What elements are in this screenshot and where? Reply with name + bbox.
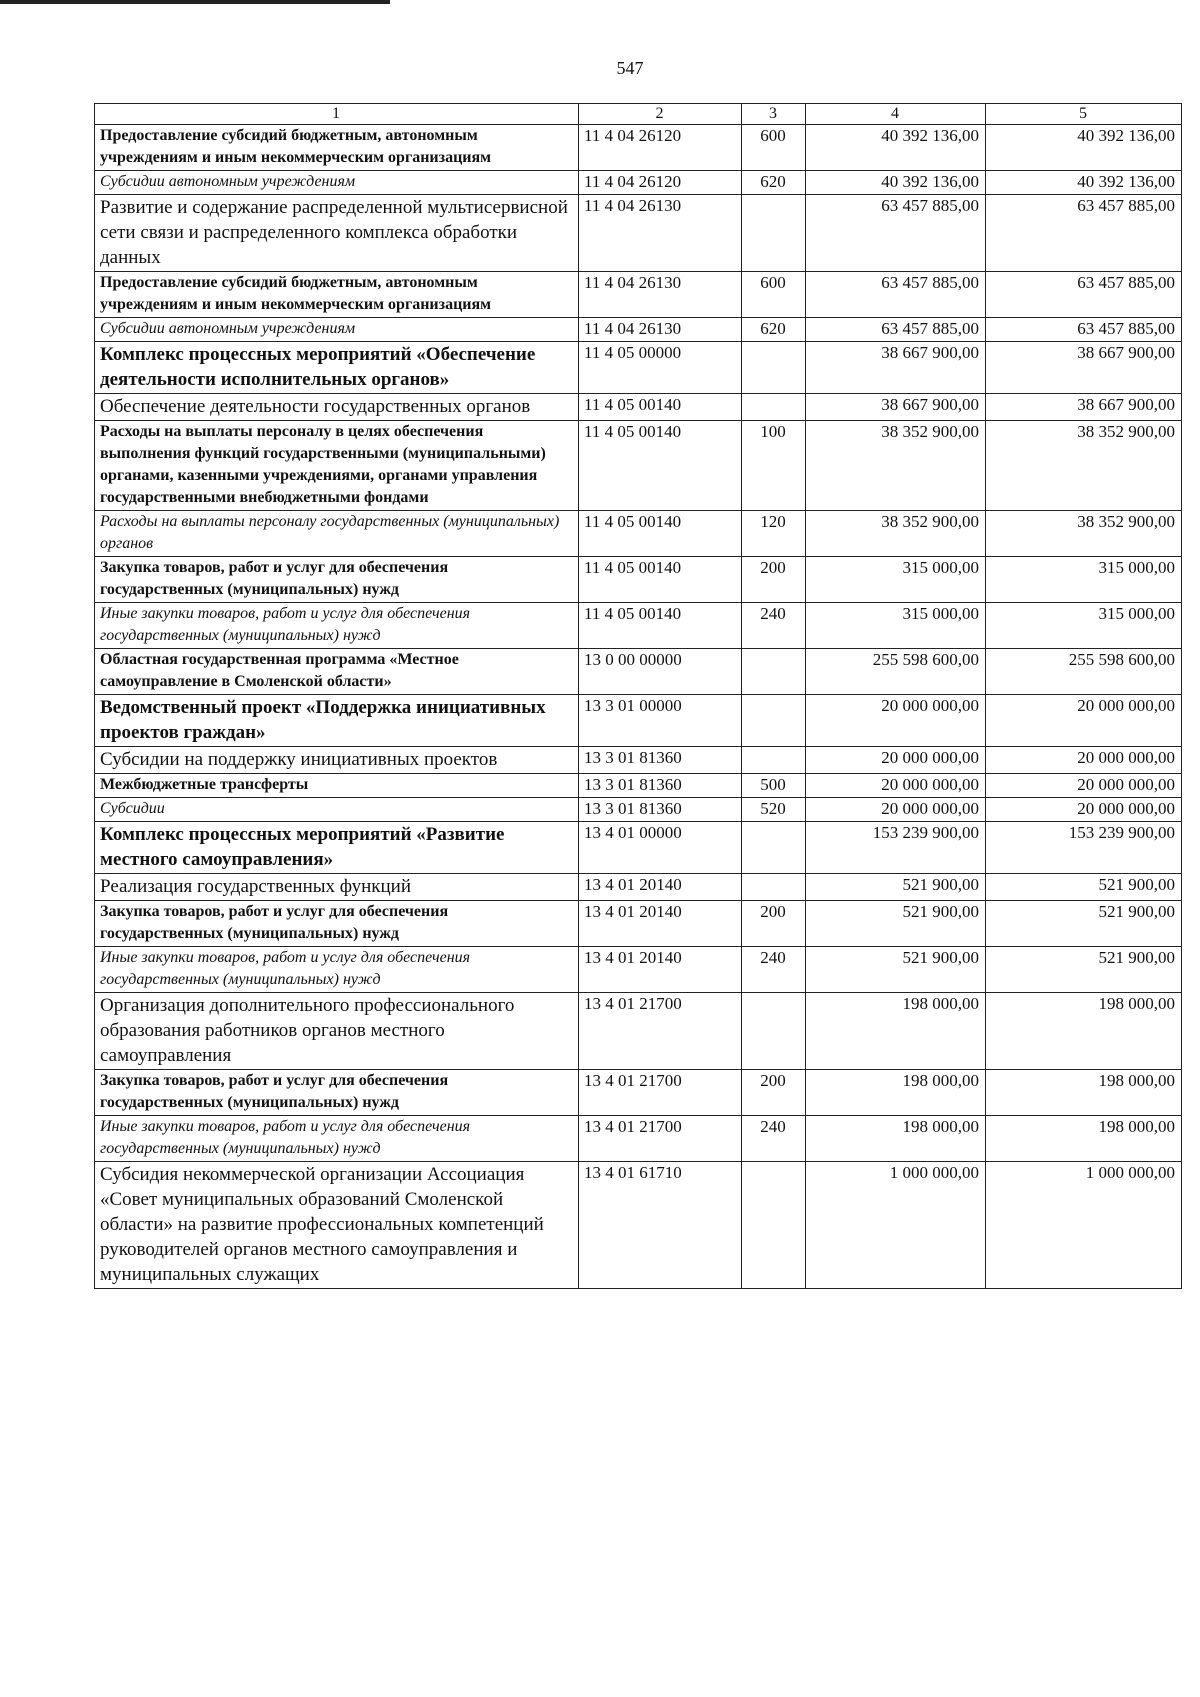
row-name-cell: Реализация государственных функций: [95, 874, 579, 901]
row-name-cell: Иные закупки товаров, работ и услуг для обеспечения государственных (муниципальных) нужд: [95, 603, 579, 649]
column-header-4: 4: [806, 104, 986, 125]
table-row: [95, 947, 1182, 993]
row-amount-2-cell: 198 000,00: [986, 1070, 1182, 1116]
row-code-cell: 13 4 01 21700: [579, 1070, 742, 1116]
row-amount-1-cell: 38 667 900,00: [806, 394, 986, 421]
scan-edge-mark: [0, 0, 390, 4]
row-amount-2-cell: 315 000,00: [986, 557, 1182, 603]
table-row: [95, 993, 1182, 1070]
row-amount-2-cell: 315 000,00: [986, 603, 1182, 649]
row-kind-cell: [742, 874, 806, 901]
table-row: [95, 272, 1182, 318]
row-amount-2-cell: 521 900,00: [986, 874, 1182, 901]
row-amount-1-cell: 521 900,00: [806, 874, 986, 901]
row-kind-cell: [742, 649, 806, 695]
row-amount-2-cell: 63 457 885,00: [986, 272, 1182, 318]
table-row: [95, 649, 1182, 695]
row-amount-2-cell: 38 667 900,00: [986, 394, 1182, 421]
row-amount-2-cell: 20 000 000,00: [986, 798, 1182, 822]
row-kind-cell: [742, 394, 806, 421]
row-amount-1-cell: 198 000,00: [806, 1070, 986, 1116]
row-name-cell: Расходы на выплаты персоналу государственных (муниципальных) органов: [95, 511, 579, 557]
row-amount-1-cell: 20 000 000,00: [806, 774, 986, 798]
row-amount-1-cell: 521 900,00: [806, 947, 986, 993]
row-amount-2-cell: 521 900,00: [986, 901, 1182, 947]
row-amount-2-cell: 521 900,00: [986, 947, 1182, 993]
row-code-cell: 11 4 05 00000: [579, 342, 742, 394]
row-amount-1-cell: 38 352 900,00: [806, 421, 986, 511]
row-kind-cell: 620: [742, 171, 806, 195]
row-name-cell: Комплекс процессных мероприятий «Обеспечение деятельности исполнительных органов»: [95, 342, 579, 394]
row-code-cell: 13 3 01 81360: [579, 798, 742, 822]
row-amount-2-cell: 198 000,00: [986, 1116, 1182, 1162]
row-kind-cell: 620: [742, 318, 806, 342]
row-kind-cell: 240: [742, 603, 806, 649]
table-row: [95, 1070, 1182, 1116]
table-row: [95, 1162, 1182, 1289]
row-amount-2-cell: 38 667 900,00: [986, 342, 1182, 394]
row-kind-cell: 240: [742, 947, 806, 993]
page-number: 547: [616, 58, 644, 78]
row-name-cell: Закупка товаров, работ и услуг для обеспечения государственных (муниципальных) нужд: [95, 901, 579, 947]
row-amount-1-cell: 40 392 136,00: [806, 171, 986, 195]
row-code-cell: 11 4 04 26130: [579, 195, 742, 272]
row-code-cell: 11 4 04 26130: [579, 272, 742, 318]
row-amount-2-cell: 20 000 000,00: [986, 747, 1182, 774]
row-amount-2-cell: 255 598 600,00: [986, 649, 1182, 695]
table-row: [95, 511, 1182, 557]
column-header-5: 5: [986, 104, 1182, 125]
row-kind-cell: 240: [742, 1116, 806, 1162]
budget-table: [94, 103, 1182, 1289]
row-code-cell: 13 4 01 00000: [579, 822, 742, 874]
row-amount-1-cell: 1 000 000,00: [806, 1162, 986, 1289]
row-kind-cell: [742, 993, 806, 1070]
row-name-cell: Закупка товаров, работ и услуг для обеспечения государственных (муниципальных) нужд: [95, 557, 579, 603]
row-code-cell: 13 4 01 20140: [579, 874, 742, 901]
row-code-cell: 13 4 01 21700: [579, 1116, 742, 1162]
row-name-cell: Субсидии автономным учреждениям: [95, 171, 579, 195]
row-amount-2-cell: 40 392 136,00: [986, 171, 1182, 195]
row-amount-2-cell: 63 457 885,00: [986, 195, 1182, 272]
row-amount-1-cell: 198 000,00: [806, 1116, 986, 1162]
table-row: [95, 822, 1182, 874]
row-code-cell: 13 3 01 00000: [579, 695, 742, 747]
row-name-cell: Организация дополнительного профессионального образования работников органов местного самоуправления: [95, 993, 579, 1070]
row-amount-1-cell: 198 000,00: [806, 993, 986, 1070]
row-code-cell: 11 4 04 26130: [579, 318, 742, 342]
table-row: [95, 747, 1182, 774]
row-name-cell: Субсидия некоммерческой организации Ассоциация «Совет муниципальных образований Смоленской области» на развитие профессиональных компетенций руководителей органов местного самоуправления и муниципальных служащих: [95, 1162, 579, 1289]
table-row: [95, 603, 1182, 649]
row-amount-2-cell: 198 000,00: [986, 993, 1182, 1070]
table-row: [95, 421, 1182, 511]
table-row: [95, 125, 1182, 171]
row-amount-1-cell: 38 667 900,00: [806, 342, 986, 394]
row-amount-2-cell: 153 239 900,00: [986, 822, 1182, 874]
row-amount-1-cell: 521 900,00: [806, 901, 986, 947]
table-row: [95, 342, 1182, 394]
row-amount-2-cell: 38 352 900,00: [986, 421, 1182, 511]
table-row: [95, 195, 1182, 272]
row-kind-cell: 600: [742, 125, 806, 171]
row-amount-1-cell: 20 000 000,00: [806, 747, 986, 774]
row-name-cell: Областная государственная программа «Местное самоуправление в Смоленской области»: [95, 649, 579, 695]
row-kind-cell: [742, 1162, 806, 1289]
row-amount-1-cell: 63 457 885,00: [806, 318, 986, 342]
row-code-cell: 11 4 05 00140: [579, 421, 742, 511]
row-code-cell: 13 4 01 61710: [579, 1162, 742, 1289]
row-code-cell: 11 4 05 00140: [579, 557, 742, 603]
row-code-cell: 11 4 04 26120: [579, 171, 742, 195]
row-amount-2-cell: 1 000 000,00: [986, 1162, 1182, 1289]
row-amount-2-cell: 63 457 885,00: [986, 318, 1182, 342]
row-name-cell: Субсидии: [95, 798, 579, 822]
row-code-cell: 13 0 00 00000: [579, 649, 742, 695]
table-row: [95, 874, 1182, 901]
row-code-cell: 13 4 01 20140: [579, 901, 742, 947]
table-row: [95, 901, 1182, 947]
row-amount-1-cell: 20 000 000,00: [806, 695, 986, 747]
row-name-cell: Предоставление субсидий бюджетным, автономным учреждениям и иным некоммерческим организациям: [95, 272, 579, 318]
row-code-cell: 13 4 01 21700: [579, 993, 742, 1070]
row-name-cell: Межбюджетные трансферты: [95, 774, 579, 798]
table-row: [95, 695, 1182, 747]
table-row: [95, 394, 1182, 421]
row-kind-cell: 120: [742, 511, 806, 557]
row-kind-cell: 200: [742, 557, 806, 603]
table-row: [95, 1116, 1182, 1162]
row-amount-1-cell: 38 352 900,00: [806, 511, 986, 557]
row-amount-1-cell: 153 239 900,00: [806, 822, 986, 874]
row-code-cell: 11 4 05 00140: [579, 394, 742, 421]
row-name-cell: Комплекс процессных мероприятий «Развитие местного самоуправления»: [95, 822, 579, 874]
row-name-cell: Субсидии на поддержку инициативных проектов: [95, 747, 579, 774]
row-name-cell: Расходы на выплаты персоналу в целях обеспечения выполнения функций государственными (муниципальными) органами, казенными учреждениями, органами управления государственными внебюджетными фондами: [95, 421, 579, 511]
row-code-cell: 13 3 01 81360: [579, 747, 742, 774]
row-amount-1-cell: 40 392 136,00: [806, 125, 986, 171]
column-header-1: 1: [95, 104, 579, 125]
row-code-cell: 11 4 05 00140: [579, 511, 742, 557]
row-name-cell: Предоставление субсидий бюджетным, автономным учреждениям и иным некоммерческим организациям: [95, 125, 579, 171]
column-header-2: 2: [579, 104, 742, 125]
row-name-cell: Субсидии автономным учреждениям: [95, 318, 579, 342]
row-kind-cell: [742, 822, 806, 874]
row-kind-cell: 200: [742, 1070, 806, 1116]
table-row: [95, 774, 1182, 798]
row-code-cell: 11 4 05 00140: [579, 603, 742, 649]
row-kind-cell: 600: [742, 272, 806, 318]
table-row: [95, 798, 1182, 822]
row-amount-1-cell: 63 457 885,00: [806, 272, 986, 318]
row-kind-cell: 520: [742, 798, 806, 822]
row-amount-2-cell: 20 000 000,00: [986, 695, 1182, 747]
row-amount-1-cell: 315 000,00: [806, 603, 986, 649]
row-kind-cell: [742, 747, 806, 774]
column-header-3: 3: [742, 104, 806, 125]
row-amount-2-cell: 38 352 900,00: [986, 511, 1182, 557]
row-code-cell: 13 4 01 20140: [579, 947, 742, 993]
row-name-cell: Обеспечение деятельности государственных органов: [95, 394, 579, 421]
table-row: [95, 171, 1182, 195]
row-amount-2-cell: 40 392 136,00: [986, 125, 1182, 171]
row-kind-cell: 100: [742, 421, 806, 511]
table-header-row: [95, 104, 1182, 125]
table-row: [95, 318, 1182, 342]
row-amount-1-cell: 63 457 885,00: [806, 195, 986, 272]
row-amount-1-cell: 255 598 600,00: [806, 649, 986, 695]
row-amount-2-cell: 20 000 000,00: [986, 774, 1182, 798]
row-code-cell: 13 3 01 81360: [579, 774, 742, 798]
row-kind-cell: 500: [742, 774, 806, 798]
row-amount-1-cell: 315 000,00: [806, 557, 986, 603]
row-kind-cell: [742, 695, 806, 747]
row-name-cell: Иные закупки товаров, работ и услуг для обеспечения государственных (муниципальных) нужд: [95, 1116, 579, 1162]
table-row: [95, 557, 1182, 603]
row-code-cell: 11 4 04 26120: [579, 125, 742, 171]
row-kind-cell: [742, 195, 806, 272]
row-name-cell: Закупка товаров, работ и услуг для обеспечения государственных (муниципальных) нужд: [95, 1070, 579, 1116]
row-name-cell: Иные закупки товаров, работ и услуг для обеспечения государственных (муниципальных) нужд: [95, 947, 579, 993]
row-name-cell: Развитие и содержание распределенной мультисервисной сети связи и распределенного комплекса обработки данных: [95, 195, 579, 272]
row-kind-cell: [742, 342, 806, 394]
row-kind-cell: 200: [742, 901, 806, 947]
row-name-cell: Ведомственный проект «Поддержка инициативных проектов граждан»: [95, 695, 579, 747]
row-amount-1-cell: 20 000 000,00: [806, 798, 986, 822]
